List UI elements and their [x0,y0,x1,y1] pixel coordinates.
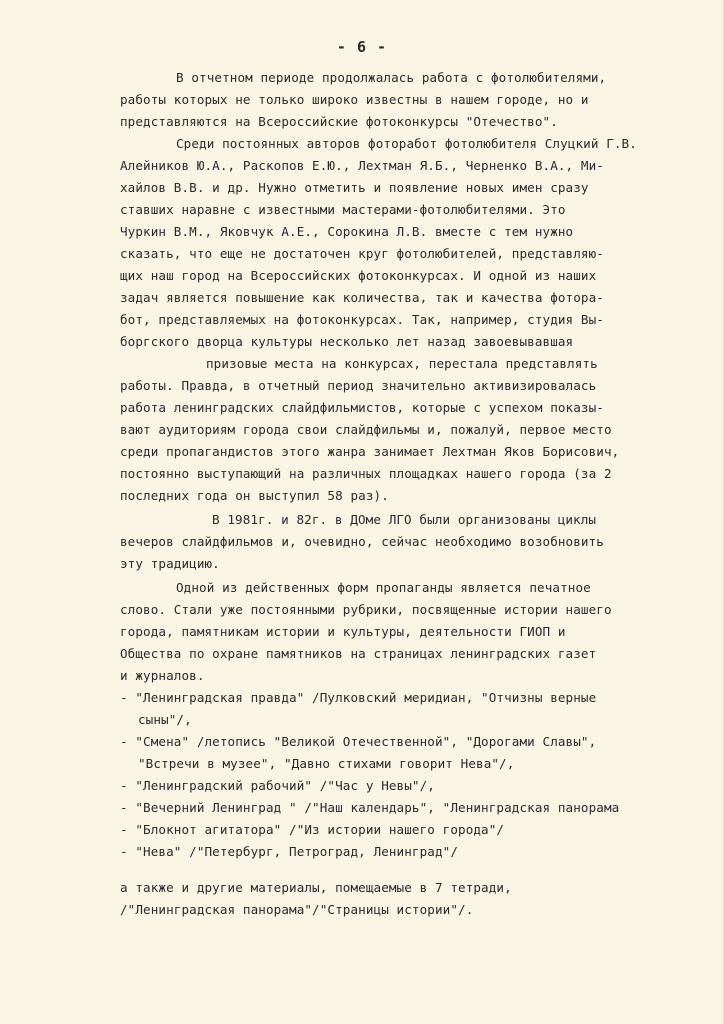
paragraph-4-line-2: слово. Стали уже постоянными рубрики, посвященные истории нашего [120,602,612,617]
paragraph-2-line-6: сказать, что еще не достаточен круг фотолюбителей, представляю- [120,246,604,261]
paragraph-1-line-3: представляются на Всероссийские фотоконкурсы "Отечество". [120,114,558,129]
paragraph-2-line-14: вают аудиториям города свои слайдфильмы и, пожалуй, первое место [120,422,612,437]
paragraph-1-line-1: В отчетном периоде продолжалась работа с фотолюбителями, [176,70,607,85]
paragraph-2-line-1: Среди постоянных авторов фоторабот фотолюбителя Слуцкий Г.В. [176,136,637,151]
paragraph-4-line-1: Одной из действенных форм пропаганды является печатное [176,580,591,595]
paragraph-1-line-2: работы которых не только широко известны в нашем городе, но и [120,92,589,107]
paragraph-2-line-15: среди пропагандистов этого жанра занимает Лехтман Яков Борисович, [120,444,620,459]
paragraph-2-line-5: Чуркин В.М., Яковчук А.Е., Сорокина Л.В. вместе с тем нужно [120,224,574,239]
paragraph-2-line-7: щих наш город на Всероссийских фотоконкурсах. И одной из наших [120,268,597,283]
paragraph-2-line-11: призовые места на конкурсах, перестала представлять [206,356,598,371]
paragraph-2-line-10: боргского дворца культуры несколько лет назад завоевывавшая [120,334,574,349]
paragraph-3-line-2: вечеров слайдфильмов и, очевидно, сейчас необходимо возобновить [120,534,604,549]
paragraph-2-line-8: задач является повышение как количества, так и качества фоторa- [120,290,604,305]
closing-line-1: а также и другие материалы, помещаемые в 7 тетради, [120,880,512,895]
paragraph-4-line-3: города, памятникам истории и культуры, деятельности ГИОП и [120,624,566,639]
paragraph-2-line-17: последних года он выступил 58 раз). [120,488,389,503]
paragraph-2-line-4: ставших наравне с известными мастерами-фотолюбителями. Это [120,202,566,217]
paragraph-2-line-16: постоянно выступающий на различных площадках нашего города (за 2 [120,466,612,481]
paragraph-2-line-12: работы. Правда, в отчетный период значительно активизировалась [120,378,597,393]
closing-line-2: /"Ленинградская панорама"/"Страницы истории"/. [120,902,474,917]
paragraph-4-line-4: Общества по охране памятников на страницах ленинградских газет [120,646,597,661]
list-item-2-line-2: "Встречи в музее", "Давно стихами говорит Нева"/, [138,756,515,771]
list-item-5-line-1: - "Блокнот агитатора" /"Из истории нашего города"/ [120,822,505,837]
page-number: - 6 - [336,38,388,56]
list-item-6-line-1: - "Нева" /"Петербург, Петроград, Ленинград"/ [120,844,459,859]
paragraph-4-line-5: и журналов. [120,668,205,683]
list-item-4-line-1: - "Вечерний Ленинград " /"Наш календарь", "Ленинградская панорама [120,800,620,815]
list-item-2-line-1: - "Смена" /летопись "Великой Отечественной", "Дорогами Славы", [120,734,597,749]
paragraph-2-line-9: бот, представляемых на фотоконкурсах. Так, например, студия Вы- [120,312,604,327]
paragraph-2-line-2: Алейников Ю.А., Раскопов Е.Ю., Лехтман Я.Б., Черненко В.А., Ми- [120,158,604,173]
paragraph-3-line-1: В 1981г. и 82г. в ДОме ЛГО были организованы циклы [212,512,597,527]
list-item-1-line-2: сыны"/, [138,712,192,727]
paragraph-2-line-3: хайлов В.В. и др. Нужно отметить и появление новых имен сразу [120,180,589,195]
paragraph-3-line-3: эту традицию. [120,556,220,571]
list-item-3-line-1: - "Ленинградский рабочий" /"Час у Невы"/, [120,778,435,793]
list-item-1-line-1: - "Ленинградская правда" /Пулковский меридиан, "Отчизны верные [120,690,597,705]
paragraph-2-line-13: работа ленинградских слайдфильмистов, которые с успехом показы- [120,400,604,415]
